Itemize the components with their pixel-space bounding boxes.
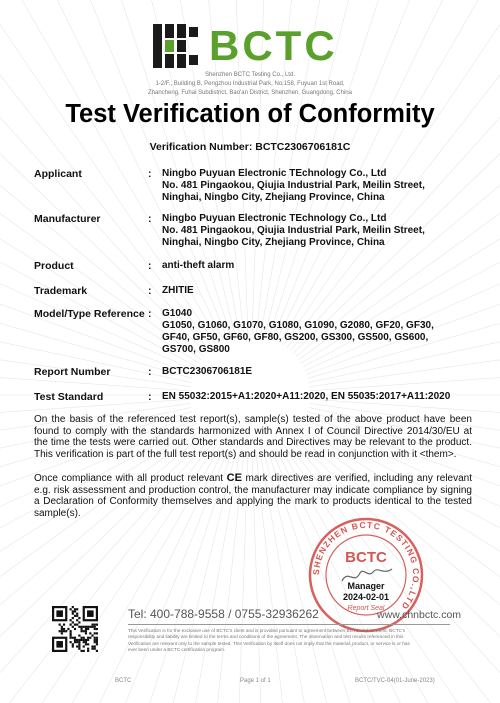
manufacturer-line-3: Ninghai, Ningbo City, Zhejiang Province, China xyxy=(162,237,385,248)
model-line-4: GS700, GS800 xyxy=(162,344,230,355)
model-colon: : xyxy=(148,308,152,320)
standard-value: EN 55032:2015+A1:2020+A11:2020, EN 55035:2017+A11:2020 xyxy=(162,391,451,402)
model-line-1: G1040 xyxy=(162,308,193,319)
footer-tel: Tel: 400-788-9558 / 0755-32936262 xyxy=(128,607,319,621)
applicant-label: Applicant xyxy=(34,168,82,180)
footer-brand: BCTC xyxy=(115,678,132,684)
manufacturer-line-1: Ningbo Puyuan Electronic TEchnology Co., Ltd xyxy=(162,213,387,224)
ce-mark: CE xyxy=(226,472,242,484)
report-value: BCTC2306706181E xyxy=(162,366,253,377)
signature-icon xyxy=(342,569,392,581)
applicant-value xyxy=(162,168,472,204)
disclaimer-line-2: responsibility and liability are limited to the terms and conditions of the agreement. The observation and test results referenced in this xyxy=(128,634,404,640)
bctc-logo-icon xyxy=(153,24,201,68)
paragraph-2-after: mark directives are verified, including any relevant e.g. risk assessment and production control, the manufacturer may indicate compliance by signing a Declaration of Conformity themselves and applying the mark to products identical to the tested sample(s). xyxy=(34,473,473,520)
footer-divider xyxy=(128,624,450,625)
paragraph-2-before: Once compliance with all product relevant xyxy=(34,473,224,484)
stamp-seal-label: Report Seal xyxy=(347,605,385,612)
paragraph-1: On the basis of the referenced test report(s), sample(s) tested of the above product have been found to comply with the standards harmonized with Annex I of Council Directive 2014/30/EU at the time the tests were carried out. Other standards and Directives may be relevant to the product. This verification is part of the full test report(s) and should be read in conjunction with it <them>. xyxy=(34,414,472,461)
address-line-3: Zhancheng, Fuhai Subdistrict, Bao'an District, Shenzhen, Guangdong, China xyxy=(148,90,352,96)
report-label: Report Number xyxy=(34,366,111,378)
disclaimer-line-3: Verification are relevant only to the sample tested. This Verification by itself does not imply that the material, product, or service is or has xyxy=(128,640,410,646)
footer-disclaimer xyxy=(128,628,450,654)
stamp-manager: Manager xyxy=(347,581,385,591)
stamp-date: 2024-02-01 xyxy=(342,592,390,602)
applicant-line-3: Ninghai, Ningbo City, Zhejiang Province, China xyxy=(162,192,385,203)
stamp-ring-text: SHENZHEN BCTC TESTING CO.,LTD xyxy=(310,519,422,613)
manufacturer-line-2: No. 481 Pingaokou, Qiujia Industrial Park, Meilin Street, xyxy=(162,225,425,236)
page-title: Test Verification of Conformity xyxy=(65,100,435,128)
applicant-colon: : xyxy=(148,168,152,180)
product-colon: : xyxy=(148,260,152,272)
product-label: Product xyxy=(34,260,74,272)
footer-website: www.chnbctc.com xyxy=(377,609,462,621)
disclaimer-line-1: This Verification is for the exclusive use of BCTC's client and is provided pursuant to agreement between BCTC and its client. BCTC's xyxy=(128,628,406,633)
trademark-label: Trademark xyxy=(34,285,88,297)
model-line-2: G1050, G1060, G1070, G1080, G1090, G2080, GF20, GF30, xyxy=(162,320,434,331)
brand-name: BCTC xyxy=(209,22,338,69)
paragraph-2 xyxy=(34,473,472,520)
verification-number: Verification Number: BCTC2306706181C xyxy=(149,141,351,153)
model-label: Model/Type Reference xyxy=(34,308,145,320)
model-value xyxy=(162,308,472,356)
stamp-center-text: BCTC xyxy=(345,549,387,566)
manufacturer-colon: : xyxy=(148,213,152,225)
standard-colon: : xyxy=(148,391,152,403)
trademark-value: ZHITIE xyxy=(162,285,194,296)
address-line-1: Shenzhen BCTC Testing Co., Ltd. xyxy=(205,72,295,78)
standard-label: Test Standard xyxy=(34,391,104,403)
report-colon: : xyxy=(148,366,152,378)
footer-page: Page 1 of 1 xyxy=(240,678,271,684)
manufacturer-label: Manufacturer xyxy=(34,213,101,225)
applicant-line-2: No. 481 Pingaokou, Qiujia Industrial Park, Meilin Street, xyxy=(162,180,425,191)
model-line-3: GF40, GF50, GF60, GF80, GS200, GS300, GS500, GS600, xyxy=(162,332,429,343)
address-line-2: 1-2/F., Building B, Pengzhou Industrial Park, No.158, Fuyuan 1st Road, xyxy=(155,81,345,87)
manufacturer-value xyxy=(162,213,472,249)
trademark-colon: : xyxy=(148,285,152,297)
qr-code-icon xyxy=(52,606,98,652)
brand-logo xyxy=(153,24,353,70)
disclaimer-line-4: ever been under a BCTC certification program. xyxy=(128,647,226,653)
applicant-line-1: Ningbo Puyuan Electronic TEchnology Co., Ltd xyxy=(162,168,387,179)
product-value: anti-theft alarm xyxy=(162,260,235,271)
footer-form-code: BCTC/TVC-04(01-June-2023) xyxy=(355,678,435,684)
